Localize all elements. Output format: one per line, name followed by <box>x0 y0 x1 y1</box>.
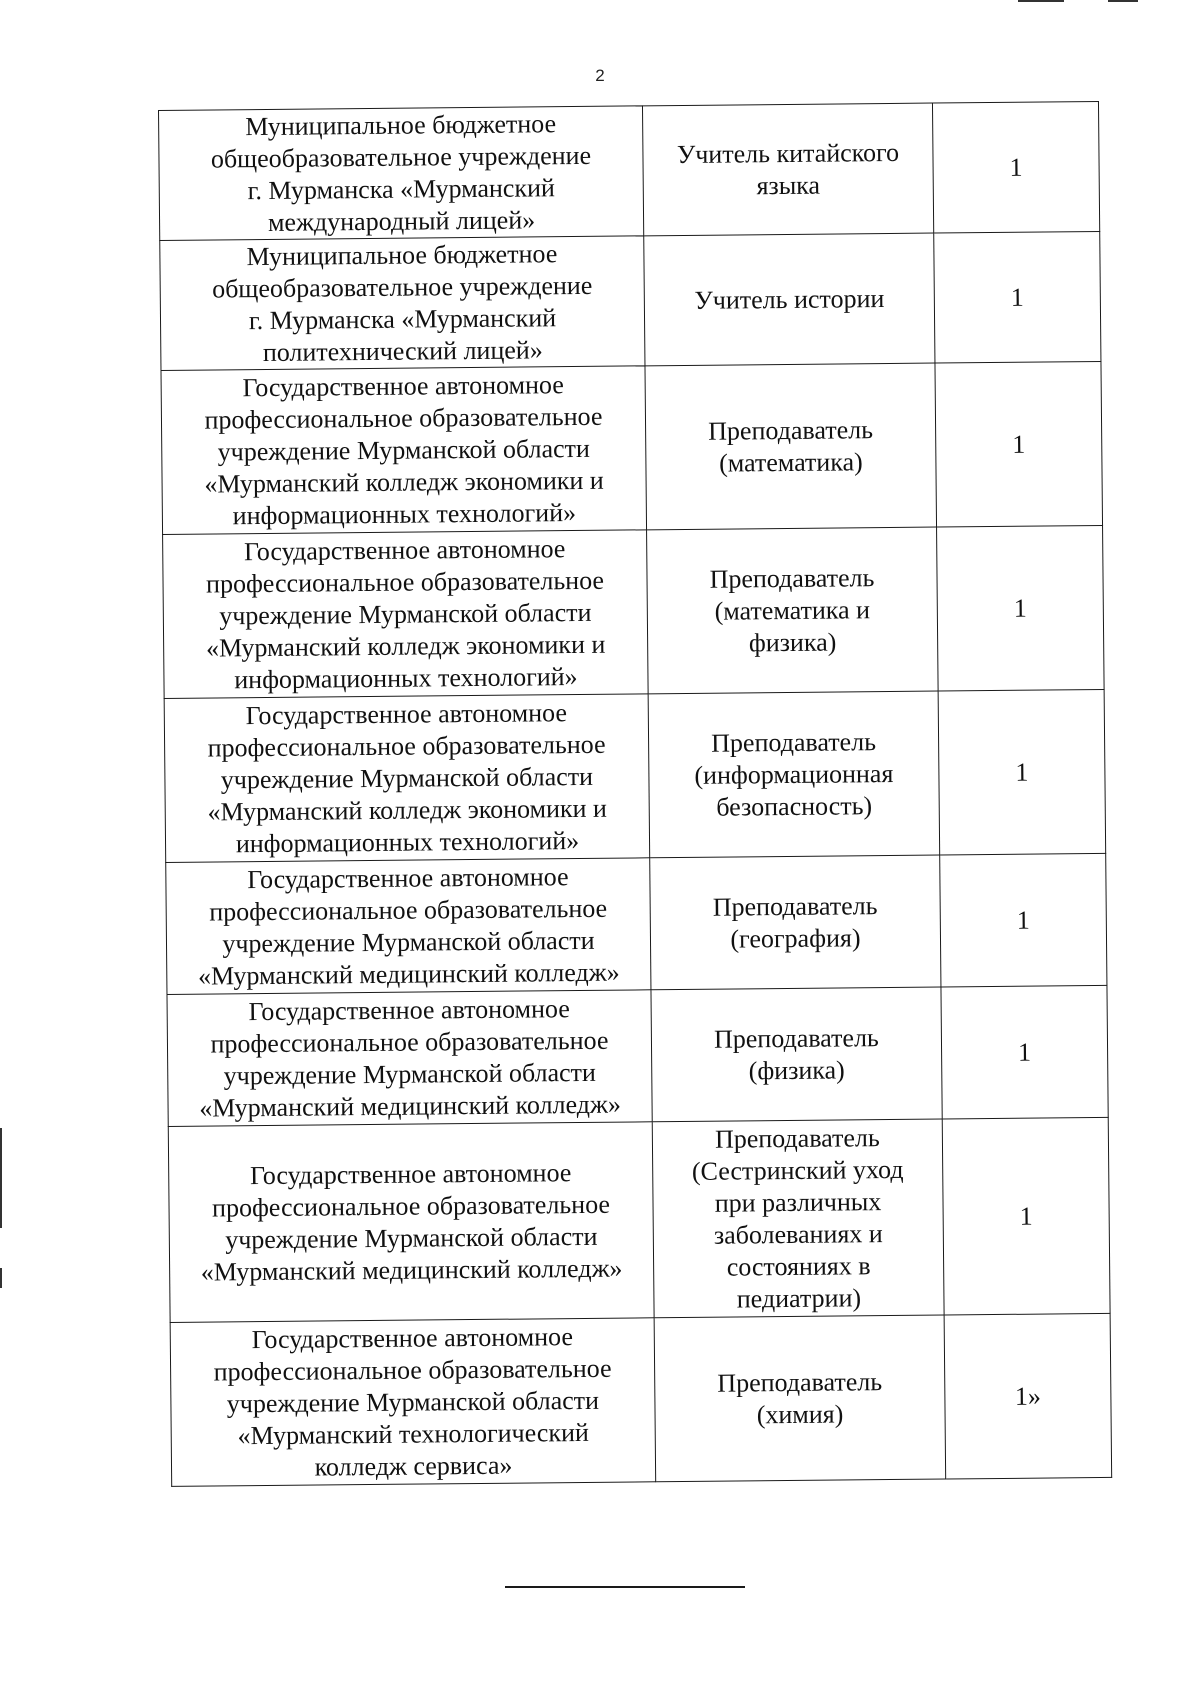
position-name: Преподаватель (информационная безопасность) <box>694 726 894 822</box>
table-row <box>159 101 1100 240</box>
organization-name: Государственное автономное профессиональное образовательное учреждение Мурманской области «Мурманский медицинский колледж» <box>199 993 622 1123</box>
position-name: Учитель истории <box>694 283 885 315</box>
position-cell <box>651 987 942 1122</box>
count-cell <box>941 985 1108 1119</box>
scan-edge-mark <box>1018 0 1064 2</box>
vacancy-count: 1 <box>1017 1037 1032 1067</box>
table-row <box>167 985 1108 1126</box>
vacancy-count: 1» <box>1014 1381 1042 1411</box>
organization-name: Государственное автономное профессиональное образовательное учреждение Мурманской области «Мурманский колледж экономики и информационных технологий» <box>205 533 606 694</box>
organization-cell <box>163 530 649 699</box>
count-cell <box>937 525 1105 691</box>
position-cell <box>650 855 941 990</box>
scan-edge-mark <box>0 1268 2 1288</box>
position-cell <box>647 527 939 694</box>
table-row <box>168 1117 1110 1322</box>
organization-name: Государственное автономное профессиональное образовательное учреждение Мурманской области «Мурманский технологический колледж сервиса» <box>213 1321 612 1482</box>
vacancy-count: 1 <box>1010 282 1024 312</box>
table-row <box>160 231 1101 370</box>
footer-separator-line <box>505 1586 745 1588</box>
organization-cell <box>168 1122 654 1323</box>
vacancy-count: 1 <box>1013 593 1027 623</box>
count-cell <box>938 689 1106 855</box>
position-cell <box>645 363 937 530</box>
position-cell <box>654 1315 946 1482</box>
position-name: Преподаватель (физика) <box>713 1022 879 1085</box>
scan-edge-mark <box>1108 0 1138 2</box>
organization-cell <box>161 366 647 535</box>
position-name: Преподаватель (Сестринский уход при различных заболеваниях и состояниях в педиатрии) <box>691 1122 904 1313</box>
count-cell <box>935 361 1103 527</box>
vacancy-count: 1 <box>1019 1201 1033 1231</box>
organization-cell <box>166 858 651 995</box>
position-name: Преподаватель (химия) <box>717 1366 883 1429</box>
organization-cell <box>160 236 645 371</box>
organization-cell <box>170 1318 656 1487</box>
organization-name: Государственное автономное профессиональное образовательное учреждение Мурманской области «Мурманский колледж экономики и информационных технологий» <box>204 369 604 530</box>
table-row <box>161 361 1103 534</box>
count-cell <box>932 101 1099 233</box>
table-row <box>170 1313 1112 1486</box>
count-cell <box>934 231 1101 363</box>
position-cell <box>648 691 940 858</box>
position-cell <box>644 233 935 366</box>
table-row <box>164 689 1106 862</box>
organization-name: Муниципальное бюджетное общеобразовательное учреждение г. Мурманска «Мурманский политехнический лицей» <box>211 238 593 367</box>
position-name: Преподаватель (география) <box>712 890 878 954</box>
organization-cell <box>167 990 652 1127</box>
scan-edge-mark <box>0 1128 2 1228</box>
vacancy-count: 1 <box>1009 152 1023 182</box>
page-number: 2 <box>595 66 605 85</box>
position-name: Учитель китайского языка <box>676 137 900 200</box>
position-name: Преподаватель (математика и физика) <box>709 562 875 657</box>
vacancy-count: 1 <box>1016 905 1030 935</box>
organization-name: Государственное автономное профессиональное образовательное учреждение Мурманской области «Мурманский колледж экономики и информационных технологий» <box>207 697 608 858</box>
vacancy-table <box>158 101 1112 1487</box>
position-cell <box>642 103 933 236</box>
vacancy-count: 1 <box>1012 429 1026 459</box>
table-row <box>166 853 1107 994</box>
position-cell <box>652 1119 944 1318</box>
count-cell <box>940 853 1107 987</box>
organization-cell <box>164 694 650 863</box>
vacancy-count: 1 <box>1015 757 1029 787</box>
position-name: Преподаватель (математика) <box>708 414 874 478</box>
organization-name: Государственное автономное профессиональное образовательное учреждение Мурманской области «Мурманский медицинский колледж» <box>197 861 620 991</box>
count-cell <box>944 1313 1112 1479</box>
table-row <box>163 525 1105 698</box>
organization-cell <box>159 106 644 241</box>
organization-name: Муниципальное бюджетное общеобразовательное учреждение г. Мурманска «Мурманский международный лицей» <box>210 108 592 237</box>
count-cell <box>942 1117 1110 1315</box>
organization-name: Государственное автономное профессиональное образовательное учреждение Мурманской области «Мурманский медицинский колледж» <box>200 1157 623 1287</box>
